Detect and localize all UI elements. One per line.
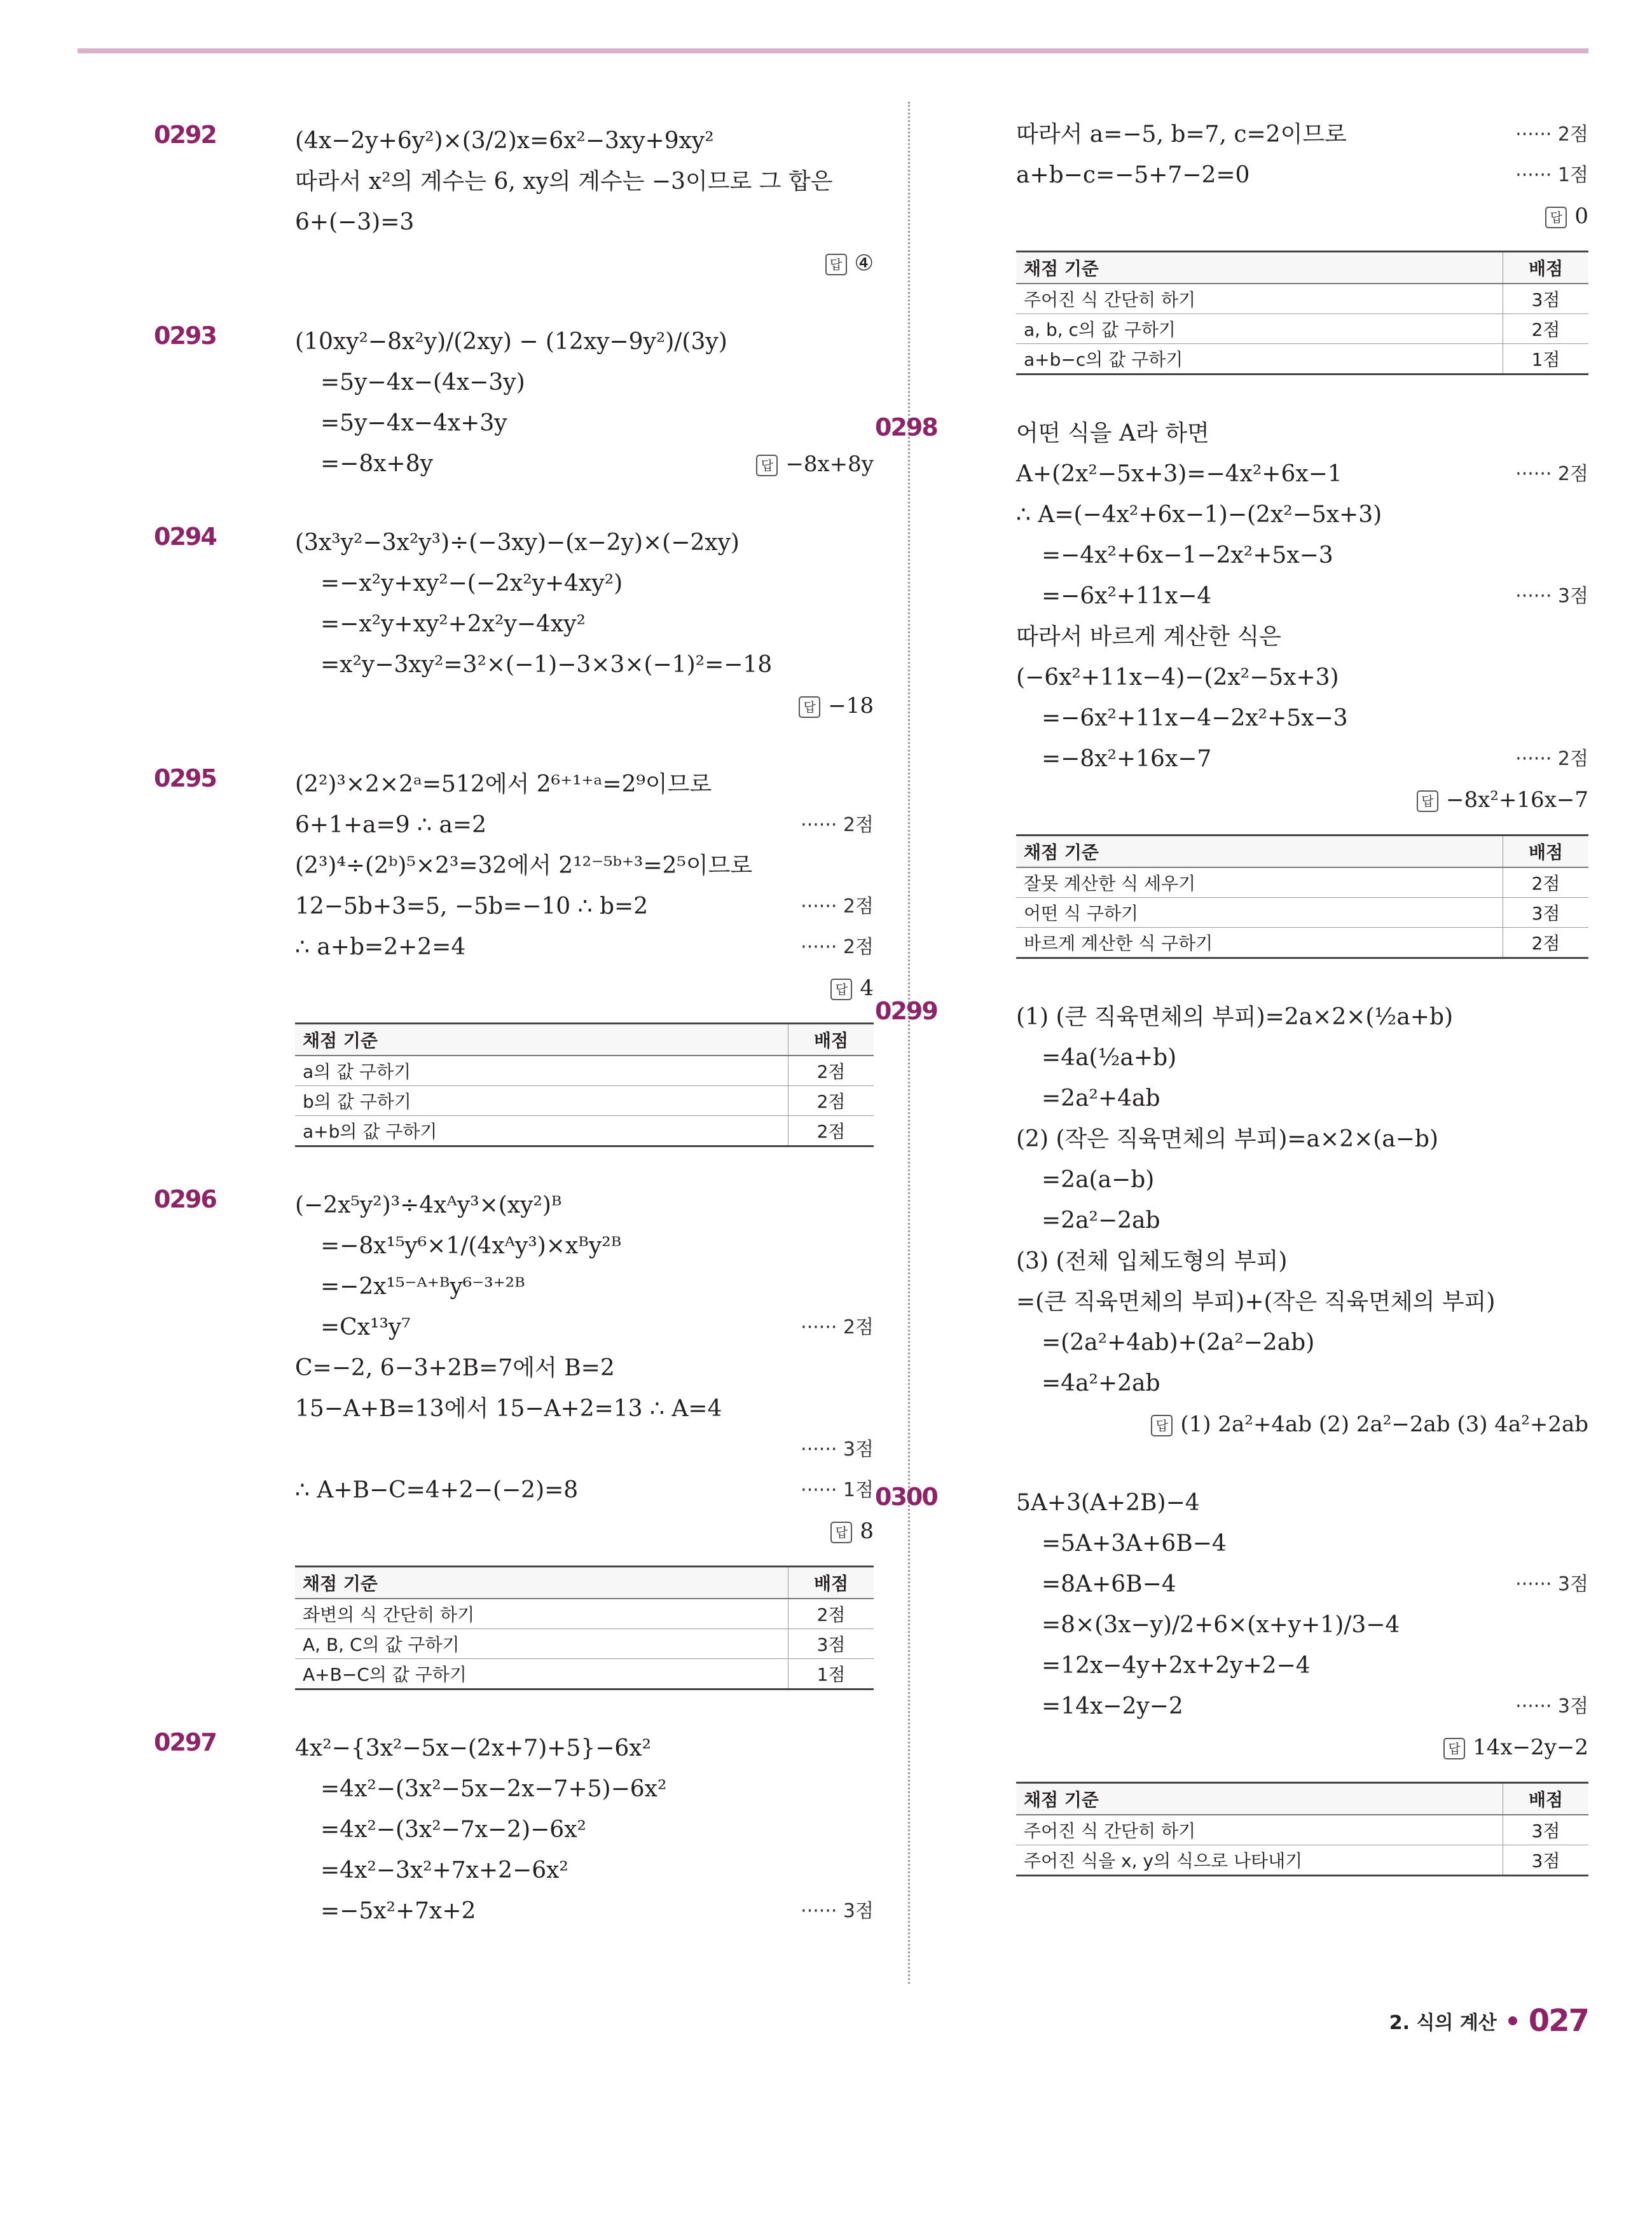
rubric-score: 2점 xyxy=(788,1086,874,1116)
solution-line xyxy=(946,1241,1588,1282)
solution-line xyxy=(946,1323,1588,1363)
math-expression: =(2a²+4ab)+(2a²−2ab) xyxy=(1042,1330,1315,1356)
rubric-criterion: a의 값 구하기 xyxy=(295,1056,788,1086)
math-expression: 5A+3(A+2B)−4 xyxy=(1016,1490,1200,1516)
math-expression: =8×(3x−y)/2+6×(x+y+1)/3−4 xyxy=(1042,1612,1400,1638)
partial-score: ······ 3점 xyxy=(801,1438,874,1461)
solution-line xyxy=(946,1078,1588,1119)
solution-line xyxy=(225,1850,874,1891)
solution-line xyxy=(225,1891,874,1932)
answer-value: −18 xyxy=(828,693,874,719)
math-expression: =4a(½a+b) xyxy=(1042,1045,1177,1071)
solution-line xyxy=(946,1605,1588,1646)
answer-value: (1) 2a²+4ab (2) 2a²−2ab (3) 4a²+2ab xyxy=(1180,1412,1588,1437)
math-expression: =−6x²+11x−4−2x²+5x−3 xyxy=(1042,705,1348,731)
rubric-header-criterion: 채점 기준 xyxy=(1016,836,1503,868)
solution-line xyxy=(225,121,874,162)
page-number: 027 xyxy=(1528,2003,1588,2039)
rubric-header-points: 배점 xyxy=(1503,252,1589,284)
problem-0294 xyxy=(154,523,874,726)
solution-line xyxy=(946,114,1588,155)
math-expression: (3) (전체 입체도형의 부피) xyxy=(1016,1248,1288,1274)
solution-line xyxy=(946,739,1588,780)
math-expression: 어떤 식을 A라 하면 xyxy=(1016,420,1209,446)
rubric-score: 2점 xyxy=(788,1599,874,1629)
math-expression: =−8x¹⁵y⁶×1/(4xᴬy³)×xᴮy²ᴮ xyxy=(320,1233,622,1259)
rubric-criterion: a, b, c의 값 구하기 xyxy=(1016,314,1503,344)
partial-score: ······ 1점 xyxy=(1515,164,1588,186)
solution-line xyxy=(946,535,1588,576)
solution-line xyxy=(225,1389,874,1429)
rubric-header-criterion: 채점 기준 xyxy=(1016,1783,1503,1815)
math-expression: =−x²y+xy²−(−2x²y+4xy²) xyxy=(320,570,623,596)
math-expression: =(큰 직육면체의 부피)+(작은 직육면체의 부피) xyxy=(1016,1289,1496,1315)
answer-label-icon: 답 xyxy=(756,455,778,476)
rubric-header-points: 배점 xyxy=(1503,836,1589,868)
solution-line xyxy=(225,604,874,645)
partial-score: ······ 2점 xyxy=(801,895,874,918)
solution-line xyxy=(225,1728,874,1769)
solution-lines xyxy=(946,1483,1588,1727)
rubric-criterion: a+b−c의 값 구하기 xyxy=(1016,344,1503,375)
answer-value: 14x−2y−2 xyxy=(1473,1735,1588,1760)
rubric-criterion: 주어진 식 간단히 하기 xyxy=(1016,1815,1503,1845)
rubric-score: 2점 xyxy=(1503,928,1589,958)
math-expression: 12−5b+3=5, −5b=−10 ∴ b=2 xyxy=(295,893,649,919)
math-expression: =5y−4x−(4x−3y) xyxy=(320,369,525,396)
solution-line xyxy=(946,155,1588,196)
solution-line xyxy=(946,1038,1588,1078)
answer-label-icon: 답 xyxy=(825,254,847,275)
math-expression: =2a²+4ab xyxy=(1042,1085,1160,1112)
math-expression: =−2x¹⁵⁻ᴬ⁺ᴮy⁶⁻³⁺²ᴮ xyxy=(320,1274,525,1300)
rubric-criterion: b의 값 구하기 xyxy=(295,1086,788,1116)
solution-line xyxy=(946,1524,1588,1564)
rubric-score: 3점 xyxy=(788,1629,874,1659)
math-expression: 따라서 바르게 계산한 식은 xyxy=(1016,624,1281,650)
problem-0297 xyxy=(154,1728,874,1932)
math-expression: =−x²y+xy²+2x²y−4xy² xyxy=(320,611,586,637)
math-expression: a+b−c=−5+7−2=0 xyxy=(1016,162,1250,188)
solution-line xyxy=(225,1226,874,1267)
rubric-criterion: 좌변의 식 간단히 하기 xyxy=(295,1599,788,1629)
math-expression: =5A+3A+6B−4 xyxy=(1042,1531,1227,1557)
math-expression: =−8x+8y xyxy=(320,451,433,477)
rubric-row xyxy=(295,1056,874,1086)
math-expression: =4x²−3x²+7x+2−6x² xyxy=(320,1857,568,1883)
rubric-header-criterion: 채점 기준 xyxy=(295,1024,788,1056)
solution-line xyxy=(946,657,1588,698)
answer-label-icon: 답 xyxy=(1417,790,1438,812)
math-expression: =−4x²+6x−1−2x²+5x−3 xyxy=(1042,542,1333,568)
solution-lines xyxy=(946,997,1588,1404)
answer-label-icon: 답 xyxy=(799,696,820,718)
bullet-dot-icon xyxy=(1508,2016,1517,2025)
math-expression: 따라서 x²의 계수는 6, xy의 계수는 −3이므로 그 합은 xyxy=(295,169,833,195)
answer-line xyxy=(225,444,874,485)
rubric-row xyxy=(1016,314,1588,344)
solution-line xyxy=(946,413,1588,454)
rubric-score: 3점 xyxy=(1503,1845,1589,1876)
problem-number: 0294 xyxy=(154,523,216,551)
rubric-header-criterion: 채점 기준 xyxy=(295,1567,788,1599)
answer-label-icon: 답 xyxy=(1151,1415,1173,1436)
math-expression: 6+1+a=9 ∴ a=2 xyxy=(295,812,486,838)
solution-line xyxy=(225,1810,874,1850)
solution-line xyxy=(225,1307,874,1348)
math-expression: (2²)³×2×2ᵃ=512에서 2⁶⁺¹⁺ᵃ=2⁹이므로 xyxy=(295,771,712,797)
problem-number: 0296 xyxy=(154,1185,216,1213)
math-expression: (4x−2y+6y²)×(3/2)x=6x²−3xy+9xy² xyxy=(295,128,714,154)
partial-score: ······ 1점 xyxy=(801,1479,874,1501)
rubric-header-points: 배점 xyxy=(788,1567,874,1599)
problem-0295 xyxy=(154,764,874,1147)
solution-lines xyxy=(225,764,874,968)
solution-line xyxy=(225,846,874,886)
rubric-criterion: A, B, C의 값 구하기 xyxy=(295,1629,788,1659)
rubric-row xyxy=(1016,928,1588,958)
math-expression: 6+(−3)=3 xyxy=(295,209,415,235)
math-expression: C=−2, 6−3+2B=7에서 B=2 xyxy=(295,1355,615,1381)
solution-line xyxy=(946,576,1588,617)
solution-line xyxy=(946,997,1588,1038)
solution-line xyxy=(946,1363,1588,1404)
solution-line xyxy=(225,1185,874,1226)
rubric-criterion: 주어진 식 간단히 하기 xyxy=(1016,284,1503,314)
top-accent-bar xyxy=(78,48,1588,53)
solution-line xyxy=(225,1429,874,1470)
math-expression: 15−A+B=13에서 15−A+2=13 ∴ A=4 xyxy=(295,1396,722,1422)
answer-line xyxy=(225,968,874,1008)
problem-0297-continued xyxy=(946,114,1588,375)
problem-number: 0300 xyxy=(875,1483,937,1511)
answer-value: 0 xyxy=(1574,203,1588,229)
math-expression: =−5x²+7x+2 xyxy=(320,1898,476,1924)
rubric-score: 2점 xyxy=(1503,867,1589,898)
math-expression: =8A+6B−4 xyxy=(1042,1571,1176,1597)
problem-0296 xyxy=(154,1185,874,1690)
answer-line xyxy=(225,685,874,726)
answer-value: −8x²+16x−7 xyxy=(1446,787,1588,813)
rubric-criterion: 어떤 식 구하기 xyxy=(1016,898,1503,928)
problem-number: 0292 xyxy=(154,121,216,149)
problem-0299 xyxy=(875,997,1588,1445)
math-expression: =x²y−3xy²=3²×(−1)−3×3×(−1)²=−18 xyxy=(320,652,773,678)
partial-score: ······ 3점 xyxy=(1515,1695,1588,1717)
math-expression: =12x−4y+2x+2y+2−4 xyxy=(1042,1653,1311,1679)
solution-line xyxy=(946,454,1588,495)
rubric-criterion: 주어진 식을 x, y의 식으로 나타내기 xyxy=(1016,1845,1503,1876)
problem-number: 0297 xyxy=(154,1728,216,1756)
right-column xyxy=(875,114,1588,1915)
problem-number: 0299 xyxy=(875,997,937,1025)
math-expression: A+(2x²−5x+3)=−4x²+6x−1 xyxy=(1016,461,1342,487)
math-expression: =14x−2y−2 xyxy=(1042,1693,1183,1719)
solution-line xyxy=(225,202,874,243)
answer-label-icon: 답 xyxy=(1545,207,1567,228)
rubric-row xyxy=(1016,867,1588,898)
solution-line xyxy=(225,1769,874,1810)
solution-line xyxy=(946,1119,1588,1160)
math-expression: (1) (큰 직육면체의 부피)=2a×2×(½a+b) xyxy=(1016,1004,1454,1030)
rubric-row xyxy=(295,1116,874,1146)
rubric-criterion: a+b의 값 구하기 xyxy=(295,1116,788,1146)
solution-lines xyxy=(946,413,1588,780)
solution-line xyxy=(946,495,1588,535)
solution-lines xyxy=(225,1185,874,1511)
rubric-header-points: 배점 xyxy=(788,1024,874,1056)
math-expression: =4x²−(3x²−5x−2x−7+5)−6x² xyxy=(320,1776,667,1802)
solution-line xyxy=(225,523,874,563)
math-expression: (−6x²+11x−4)−(2x²−5x+3) xyxy=(1016,664,1339,691)
partial-score: ······ 2점 xyxy=(801,936,874,958)
solution-line xyxy=(946,617,1588,657)
rubric-row xyxy=(1016,284,1588,314)
answer-line xyxy=(225,243,874,284)
solution-line xyxy=(946,698,1588,739)
rubric-row xyxy=(295,1086,874,1116)
math-expression: ∴ A=(−4x²+6x−1)−(2x²−5x+3) xyxy=(1016,502,1382,528)
answer-line xyxy=(946,1404,1588,1445)
rubric-score: 3점 xyxy=(1503,898,1589,928)
solution-lines xyxy=(946,114,1588,196)
scoring-rubric-table xyxy=(295,1022,874,1147)
answer-value: 4 xyxy=(860,975,874,1001)
math-expression: =4x²−(3x²−7x−2)−6x² xyxy=(320,1817,586,1843)
scoring-rubric-table xyxy=(1016,834,1588,959)
rubric-criterion: 잘못 계산한 식 세우기 xyxy=(1016,867,1503,898)
solution-line xyxy=(946,1686,1588,1727)
rubric-row xyxy=(1016,344,1588,375)
solution-line xyxy=(225,805,874,846)
rubric-header-criterion: 채점 기준 xyxy=(1016,252,1503,284)
answer-value: −8x+8y xyxy=(785,451,874,477)
answer-line xyxy=(225,1511,874,1552)
answer-label-icon: 답 xyxy=(830,979,852,1000)
rubric-row xyxy=(295,1659,874,1690)
answer-line xyxy=(946,1727,1588,1768)
scoring-rubric-table xyxy=(295,1566,874,1690)
problem-0293 xyxy=(154,322,874,485)
partial-score: ······ 2점 xyxy=(801,814,874,836)
partial-score: ······ 3점 xyxy=(801,1900,874,1922)
math-expression: =Cx¹³y⁷ xyxy=(320,1314,411,1340)
scoring-rubric-table xyxy=(1016,1782,1588,1876)
solution-line xyxy=(225,162,874,202)
rubric-score: 1점 xyxy=(788,1659,874,1690)
solution-line xyxy=(225,362,874,403)
problem-number: 0298 xyxy=(875,413,937,441)
math-expression: =2a(a−b) xyxy=(1042,1167,1155,1193)
rubric-row xyxy=(295,1599,874,1629)
rubric-row xyxy=(1016,1845,1588,1876)
scoring-rubric-table xyxy=(1016,251,1588,375)
solution-line xyxy=(225,1470,874,1511)
rubric-criterion: A+B−C의 값 구하기 xyxy=(295,1659,788,1690)
rubric-score: 2점 xyxy=(788,1116,874,1146)
solution-line xyxy=(946,1282,1588,1323)
column-divider xyxy=(908,102,910,1984)
answer-value: ④ xyxy=(854,251,874,276)
rubric-row xyxy=(1016,1815,1588,1845)
solution-line xyxy=(946,1646,1588,1686)
math-expression: =2a²−2ab xyxy=(1042,1208,1160,1234)
math-expression: ∴ a+b=2+2=4 xyxy=(295,934,466,960)
answer-label-icon: 답 xyxy=(1443,1738,1465,1759)
solution-line xyxy=(225,1348,874,1389)
solution-line xyxy=(225,645,874,685)
solution-line xyxy=(946,1201,1588,1241)
solution-line xyxy=(225,886,874,927)
math-expression: =5y−4x−4x+3y xyxy=(320,410,507,436)
answer-line xyxy=(946,196,1588,237)
solution-line xyxy=(225,563,874,604)
solution-line xyxy=(225,1267,874,1307)
page-footer xyxy=(1389,2003,1588,2039)
math-expression: =4a²+2ab xyxy=(1042,1370,1160,1396)
math-expression: (2³)⁴÷(2ᵇ)⁵×2³=32에서 2¹²⁻⁵ᵇ⁺³=2⁵이므로 xyxy=(295,853,753,879)
solution-line xyxy=(225,322,874,362)
rubric-score: 1점 xyxy=(1503,344,1589,375)
partial-score: ······ 2점 xyxy=(1515,123,1588,146)
answer-line xyxy=(946,780,1588,820)
math-expression: 따라서 a=−5, b=7, c=2이므로 xyxy=(1016,121,1347,148)
problem-number: 0295 xyxy=(154,764,216,792)
solution-line xyxy=(225,764,874,805)
left-column xyxy=(154,121,874,1970)
answer-value: 8 xyxy=(860,1518,874,1544)
rubric-row xyxy=(1016,898,1588,928)
math-expression: (−2x⁵y²)³÷4xᴬy³×(xy²)ᴮ xyxy=(295,1192,562,1218)
section-title: 2. 식의 계산 xyxy=(1389,2012,1497,2034)
solution-line xyxy=(946,1160,1588,1201)
problem-number: 0293 xyxy=(154,322,216,350)
rubric-header-points: 배점 xyxy=(1503,1783,1589,1815)
math-expression: (10xy²−8x²y)/(2xy) − (12xy−9y²)/(3y) xyxy=(295,329,727,355)
math-expression: (3x³y²−3x²y³)÷(−3xy)−(x−2y)×(−2xy) xyxy=(295,530,740,556)
math-expression: ∴ A+B−C=4+2−(−2)=8 xyxy=(295,1477,579,1503)
rubric-score: 3점 xyxy=(1503,284,1589,314)
solution-line xyxy=(946,1564,1588,1605)
partial-score: ······ 2점 xyxy=(1515,748,1588,770)
partial-score: ······ 3점 xyxy=(1515,585,1588,607)
problem-0292 xyxy=(154,121,874,284)
rubric-score: 3점 xyxy=(1503,1815,1589,1845)
answer-label-icon: 답 xyxy=(830,1522,852,1543)
math-expression: =−6x²+11x−4 xyxy=(1042,583,1212,609)
rubric-criterion: 바르게 계산한 식 구하기 xyxy=(1016,928,1503,958)
rubric-row xyxy=(295,1629,874,1659)
math-expression: (2) (작은 직육면체의 부피)=a×2×(a−b) xyxy=(1016,1126,1439,1152)
rubric-score: 2점 xyxy=(1503,314,1589,344)
problem-0298 xyxy=(875,413,1588,959)
rubric-score: 2점 xyxy=(788,1056,874,1086)
math-expression: 4x²−{3x²−5x−(2x+7)+5}−6x² xyxy=(295,1735,652,1761)
solution-lines xyxy=(225,1728,874,1932)
solution-lines xyxy=(225,121,874,243)
solution-line xyxy=(946,1483,1588,1524)
partial-score: ······ 3점 xyxy=(1515,1573,1588,1595)
solution-line xyxy=(225,403,874,444)
problem-0300 xyxy=(875,1483,1588,1876)
partial-score: ······ 2점 xyxy=(1515,463,1588,485)
math-expression: =−8x²+16x−7 xyxy=(1042,746,1212,772)
solution-line xyxy=(225,927,874,968)
partial-score: ······ 2점 xyxy=(801,1316,874,1339)
solution-lines xyxy=(225,523,874,685)
